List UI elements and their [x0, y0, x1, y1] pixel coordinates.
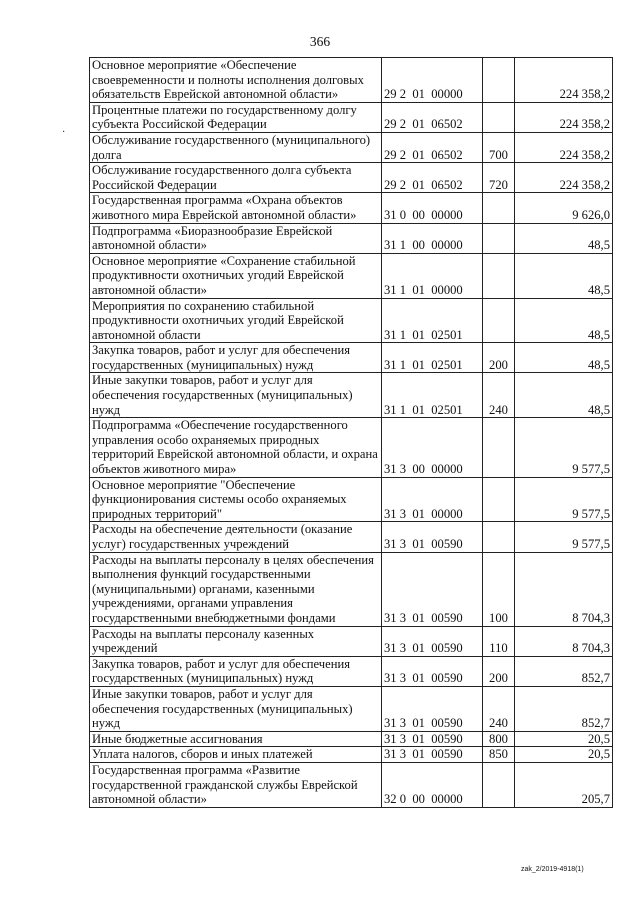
table-row [90, 58, 613, 103]
row-sum-cell: 224 358,2 [515, 102, 613, 132]
row-expense-type-cell: 200 [483, 656, 515, 686]
table-row [90, 132, 613, 162]
row-expense-type-cell: 200 [483, 343, 515, 373]
row-sum-cell: 48,5 [515, 343, 613, 373]
row-name-cell: Подпрограмма «Обеспечение государственного управления особо охраняемых природных территорий Еврейской автономной области, и охрана объектов животного мира» [90, 418, 382, 477]
row-name-cell: Обслуживание государственного (муниципального) долга [90, 132, 382, 162]
row-sum-cell: 852,7 [515, 686, 613, 731]
row-code-cell: 31 3 01 00590 [382, 686, 483, 731]
table-row [90, 477, 613, 522]
table-row [90, 298, 613, 343]
budget-table [89, 57, 613, 808]
row-expense-type-cell [483, 298, 515, 343]
row-code-cell: 29 2 01 06502 [382, 163, 483, 193]
row-code-cell: 31 3 01 00590 [382, 626, 483, 656]
row-code-cell: 31 1 01 02501 [382, 343, 483, 373]
table-row [90, 163, 613, 193]
row-code-cell: 31 0 00 00000 [382, 193, 483, 223]
row-name-cell: Подпрограмма «Биоразнообразие Еврейской автономной области» [90, 223, 382, 253]
row-expense-type-cell: 240 [483, 686, 515, 731]
row-code-cell: 31 1 01 00000 [382, 253, 483, 298]
row-sum-cell: 9 626,0 [515, 193, 613, 223]
table-row [90, 626, 613, 656]
row-expense-type-cell: 100 [483, 552, 515, 626]
row-expense-type-cell [483, 477, 515, 522]
row-name-cell: Расходы на выплаты персоналу в целях обеспечения выполнения функций государственными (муниципальными) органами, казенными учреждениями, органами управления государственными внебюджетными фондами [90, 552, 382, 626]
row-expense-type-cell [483, 58, 515, 103]
row-name-cell: Расходы на выплаты персоналу казенных учреждений [90, 626, 382, 656]
row-code-cell: 31 1 01 02501 [382, 373, 483, 418]
table-row [90, 686, 613, 731]
row-sum-cell: 48,5 [515, 223, 613, 253]
row-code-cell: 31 3 01 00590 [382, 522, 483, 552]
row-sum-cell: 224 358,2 [515, 132, 613, 162]
row-expense-type-cell [483, 418, 515, 477]
table-row [90, 762, 613, 807]
row-sum-cell: 205,7 [515, 762, 613, 807]
row-name-cell: Закупка товаров, работ и услуг для обеспечения государственных (муниципальных) нужд [90, 656, 382, 686]
row-name-cell: Государственная программа «Развитие государственной гражданской службы Еврейской автономной области» [90, 762, 382, 807]
margin-mark: · [62, 127, 66, 138]
table-row [90, 193, 613, 223]
footer-document-code: zak_2/2019-4918(1) [521, 866, 584, 873]
budget-table-body [90, 58, 613, 808]
row-expense-type-cell: 240 [483, 373, 515, 418]
table-row [90, 552, 613, 626]
row-code-cell: 32 0 00 00000 [382, 762, 483, 807]
row-sum-cell: 9 577,5 [515, 418, 613, 477]
row-sum-cell: 9 577,5 [515, 522, 613, 552]
row-name-cell: Иные закупки товаров, работ и услуг для обеспечения государственных (муниципальных) нужд [90, 373, 382, 418]
row-sum-cell: 9 577,5 [515, 477, 613, 522]
row-expense-type-cell: 110 [483, 626, 515, 656]
row-sum-cell: 224 358,2 [515, 58, 613, 103]
table-row [90, 522, 613, 552]
row-expense-type-cell [483, 193, 515, 223]
row-sum-cell: 852,7 [515, 656, 613, 686]
page-number: 366 [309, 34, 331, 49]
row-sum-cell: 48,5 [515, 373, 613, 418]
row-expense-type-cell [483, 102, 515, 132]
row-expense-type-cell: 720 [483, 163, 515, 193]
row-code-cell: 31 1 00 00000 [382, 223, 483, 253]
row-expense-type-cell [483, 762, 515, 807]
table-row [90, 373, 613, 418]
row-code-cell: 31 3 01 00590 [382, 656, 483, 686]
table-row [90, 731, 613, 747]
row-code-cell: 31 3 01 00590 [382, 747, 483, 763]
row-code-cell: 29 2 01 00000 [382, 58, 483, 103]
row-sum-cell: 20,5 [515, 731, 613, 747]
row-name-cell: Расходы на обеспечение деятельности (оказание услуг) государственных учреждений [90, 522, 382, 552]
row-name-cell: Иные бюджетные ассигнования [90, 731, 382, 747]
row-sum-cell: 8 704,3 [515, 626, 613, 656]
row-expense-type-cell: 850 [483, 747, 515, 763]
row-sum-cell: 224 358,2 [515, 163, 613, 193]
table-row [90, 102, 613, 132]
row-code-cell: 31 3 01 00590 [382, 552, 483, 626]
row-name-cell: Уплата налогов, сборов и иных платежей [90, 747, 382, 763]
row-name-cell: Основное мероприятие «Сохранение стабильной продуктивности охотничьих угодий Еврейской автономной области» [90, 253, 382, 298]
table-row [90, 343, 613, 373]
row-sum-cell: 48,5 [515, 253, 613, 298]
table-row [90, 656, 613, 686]
row-name-cell: Государственная программа «Охрана объектов животного мира Еврейской автономной области» [90, 193, 382, 223]
row-sum-cell: 8 704,3 [515, 552, 613, 626]
row-name-cell: Закупка товаров, работ и услуг для обеспечения государственных (муниципальных) нужд [90, 343, 382, 373]
row-name-cell: Иные закупки товаров, работ и услуг для обеспечения государственных (муниципальных) нужд [90, 686, 382, 731]
row-code-cell: 29 2 01 06502 [382, 102, 483, 132]
row-sum-cell: 48,5 [515, 298, 613, 343]
row-name-cell: Мероприятия по сохранению стабильной продуктивности охотничьих угодий Еврейской автономной области [90, 298, 382, 343]
row-code-cell: 31 1 01 02501 [382, 298, 483, 343]
row-expense-type-cell [483, 223, 515, 253]
row-code-cell: 31 3 01 00000 [382, 477, 483, 522]
row-name-cell: Основное мероприятие "Обеспечение функционирования системы особо охраняемых природных территорий" [90, 477, 382, 522]
row-expense-type-cell: 800 [483, 731, 515, 747]
row-name-cell: Основное мероприятие «Обеспечение своевременности и полноты исполнения долговых обязательств Еврейской автономной области» [90, 58, 382, 103]
row-expense-type-cell [483, 253, 515, 298]
table-row [90, 418, 613, 477]
row-code-cell: 31 3 00 00000 [382, 418, 483, 477]
row-code-cell: 31 3 01 00590 [382, 731, 483, 747]
table-row [90, 747, 613, 763]
table-row [90, 253, 613, 298]
row-sum-cell: 20,5 [515, 747, 613, 763]
row-expense-type-cell: 700 [483, 132, 515, 162]
row-expense-type-cell [483, 522, 515, 552]
row-code-cell: 29 2 01 06502 [382, 132, 483, 162]
row-name-cell: Процентные платежи по государственному долгу субъекта Российской Федерации [90, 102, 382, 132]
row-name-cell: Обслуживание государственного долга субъекта Российской Федерации [90, 163, 382, 193]
table-row [90, 223, 613, 253]
